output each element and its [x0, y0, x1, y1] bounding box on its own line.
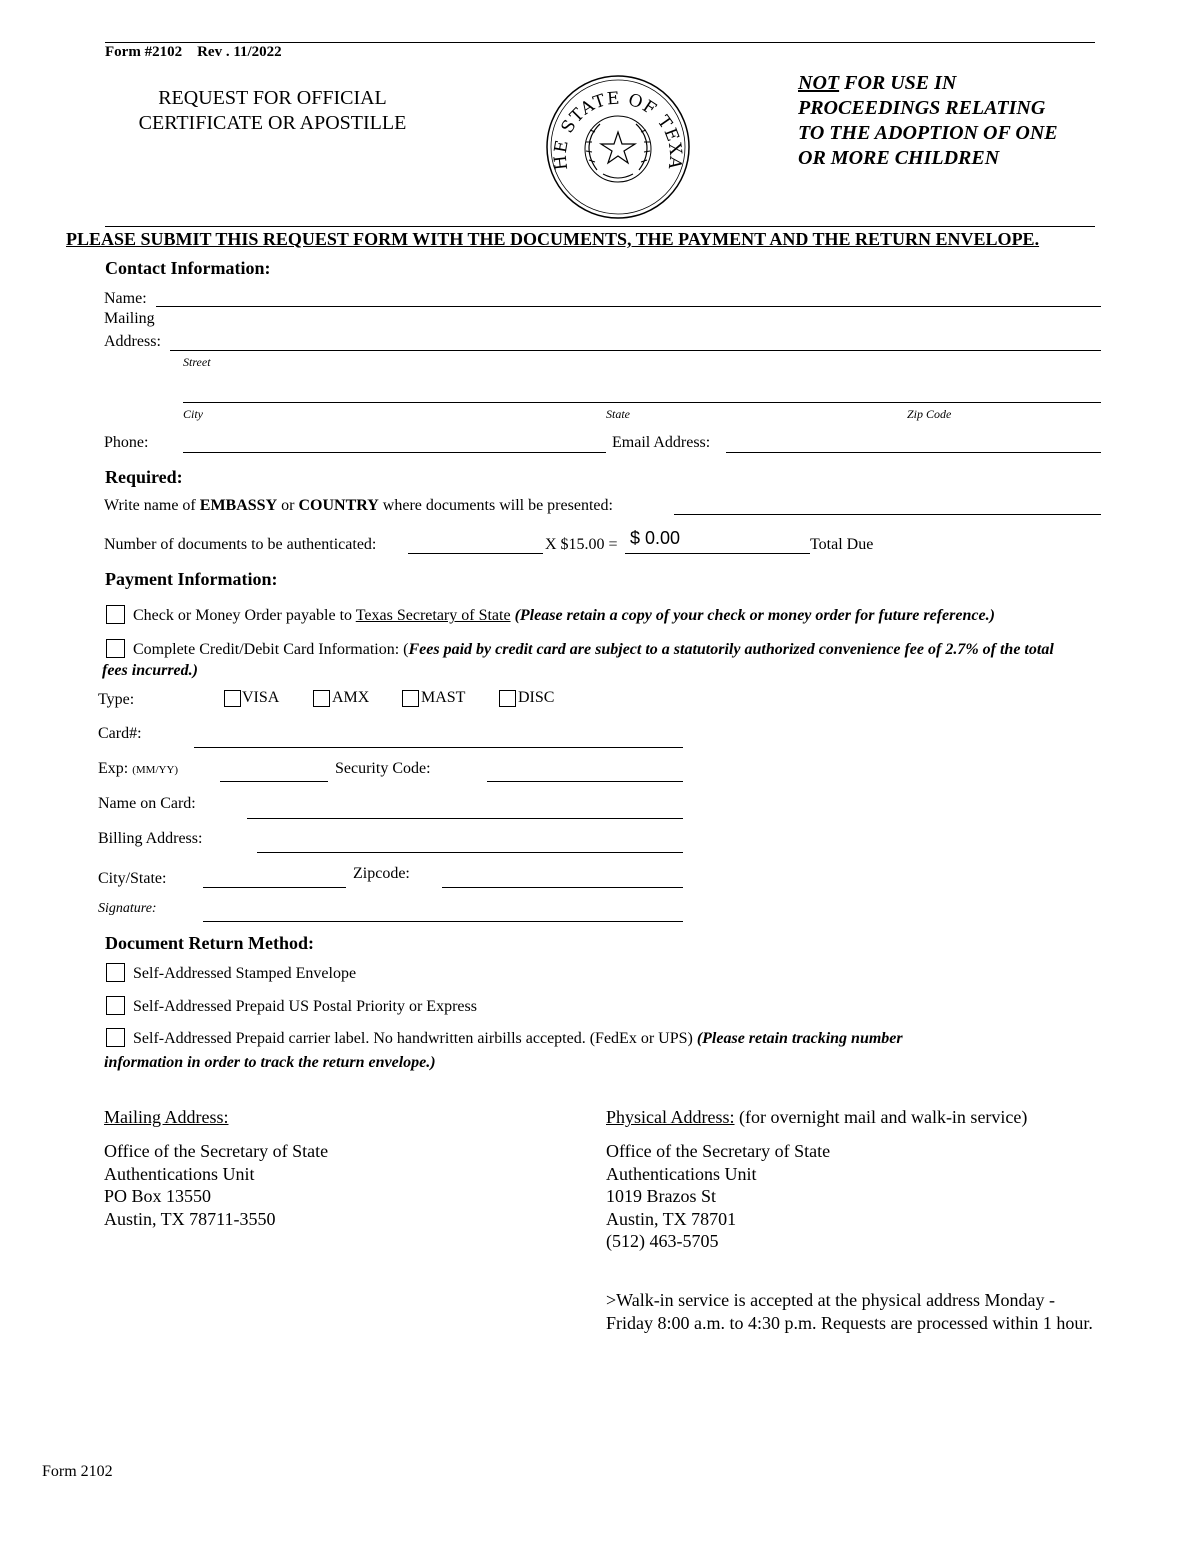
- form-revision: Rev . 11/2022: [197, 44, 282, 60]
- document-count-field[interactable]: [408, 553, 543, 554]
- street-field[interactable]: [170, 350, 1101, 351]
- mailing-address-heading: Mailing Address:: [104, 1107, 229, 1127]
- city-caption: City: [183, 407, 203, 421]
- document-count-label: Number of documents to be authenticated:: [104, 536, 377, 553]
- submission-instruction: PLEASE SUBMIT THIS REQUEST FORM WITH THE DOCUMENTS, THE PAYMENT AND THE RETURN ENVELOPE.: [66, 229, 1040, 249]
- payment-heading: Payment Information:: [105, 569, 278, 589]
- adoption-notice-line-2: PROCEEDINGS RELATING: [798, 97, 1046, 119]
- credit-card-label: Complete Credit/Debit Card Information: (Fees paid by credit card are subject to a statutorily authorized convenience fee of 2.7% of the total: [133, 641, 1054, 658]
- mailing-address-line: PO Box 13550: [104, 1186, 212, 1206]
- mailing-address-line: Authentications Unit: [104, 1163, 255, 1184]
- form-number: Form #2102: [105, 44, 183, 60]
- mailing-label-2: Address:: [104, 333, 161, 350]
- total-due-field[interactable]: [625, 553, 810, 554]
- city-state-zip-field[interactable]: [183, 402, 1101, 403]
- contact-heading: Contact Information:: [105, 258, 271, 278]
- security-code-label: Security Code:: [335, 760, 431, 777]
- embassy-label: Write name of EMBASSY or COUNTRY where documents will be presented:: [104, 497, 613, 514]
- physical-address-heading: Physical Address:: [606, 1107, 735, 1127]
- footer-form-number: Form 2102: [42, 1463, 113, 1480]
- state-caption: State: [606, 407, 630, 421]
- signature-label: Signature:: [98, 901, 157, 916]
- adoption-notice-line-4: OR MORE CHILDREN: [798, 147, 1000, 169]
- zipcode-label: Zipcode:: [353, 865, 410, 882]
- total-due-value: $ 0.00: [630, 528, 681, 548]
- tracking-note-2: information in order to track the return envelope.): [104, 1054, 436, 1071]
- adoption-notice-line-3: TO THE ADOPTION OF ONE: [798, 122, 1058, 144]
- city-state-label: City/State:: [98, 870, 167, 887]
- return-method-heading: Document Return Method:: [105, 933, 314, 953]
- header-bottom-rule: [105, 226, 1095, 227]
- header-top-rule: [105, 42, 1095, 43]
- physical-address-line: Austin, TX 78701: [606, 1208, 737, 1229]
- discover-checkbox[interactable]: [499, 690, 516, 707]
- mailing-address-block: [104, 1140, 328, 1230]
- email-field[interactable]: [726, 452, 1101, 453]
- stamped-envelope-label: Self-Addressed Stamped Envelope: [133, 965, 357, 982]
- billing-zipcode-field[interactable]: [442, 887, 683, 888]
- postal-priority-label: Self-Addressed Prepaid US Postal Priority or Express: [133, 998, 477, 1015]
- discover-label: DISC: [518, 689, 555, 706]
- expiration-format: (MM/YY): [132, 764, 179, 776]
- physical-address-line: Authentications Unit: [606, 1163, 757, 1184]
- visa-checkbox[interactable]: [224, 690, 241, 707]
- signature-field[interactable]: [203, 921, 683, 922]
- tracking-note: (Please retain tracking number: [696, 1030, 903, 1047]
- name-label: Name:: [104, 290, 147, 307]
- card-number-field[interactable]: [194, 747, 683, 748]
- check-money-order-label: Check or Money Order payable to Texas Secretary of State (Please retain a copy of your check or money order for future reference.): [133, 607, 995, 624]
- form-number-line: [105, 44, 282, 61]
- form-title-line-2: CERTIFICATE OR APOSTILLE: [138, 112, 407, 134]
- street-caption: Street: [183, 355, 211, 369]
- carrier-label-checkbox[interactable]: [106, 1028, 125, 1047]
- mailing-label-1: Mailing: [104, 310, 155, 327]
- physical-address-note: (for overnight mail and walk-in service): [734, 1107, 1028, 1127]
- physical-address-line: 1019 Brazos St: [606, 1186, 716, 1206]
- email-label: Email Address:: [612, 434, 711, 451]
- physical-address-line: (512) 463-5705: [606, 1231, 719, 1251]
- postal-priority-checkbox[interactable]: [106, 996, 125, 1015]
- physical-address-line: Office of the Secretary of State: [606, 1141, 831, 1161]
- mastercard-label: MAST: [421, 689, 466, 706]
- payee-name: Texas Secretary of State: [355, 607, 511, 624]
- walk-in-note: >Walk-in service is accepted at the physical address Monday - Friday 8:00 a.m. to 4:30 p.m. Requests are processed within 1 hour.: [606, 1290, 1093, 1333]
- check-note: (Please retain a copy of your check or money order for future reference.): [510, 607, 995, 624]
- check-money-order-checkbox[interactable]: [106, 605, 125, 624]
- phone-field[interactable]: [183, 452, 606, 453]
- embassy-country-field[interactable]: [674, 514, 1101, 515]
- state-seal-icon: [545, 74, 691, 220]
- security-code-field[interactable]: [487, 781, 683, 782]
- form-title-line-1: REQUEST FOR OFFICIAL: [158, 87, 387, 109]
- total-due-label: Total Due: [810, 536, 874, 553]
- billing-city-state-field[interactable]: [203, 887, 346, 888]
- carrier-label-label: Self-Addressed Prepaid carrier label. No handwritten airbills accepted. (FedEx or UPS) (Please retain tracking number: [133, 1030, 903, 1047]
- name-field[interactable]: [156, 306, 1101, 307]
- credit-card-checkbox[interactable]: [106, 639, 125, 658]
- mastercard-checkbox[interactable]: [402, 690, 419, 707]
- svg-text:THE STATE OF TEXAS: HE STATE OF TEXA: [550, 88, 686, 172]
- required-heading: Required:: [105, 467, 183, 487]
- visa-label: VISA: [242, 689, 280, 706]
- amex-checkbox[interactable]: [313, 690, 330, 707]
- billing-address-label: Billing Address:: [98, 830, 203, 847]
- name-on-card-label: Name on Card:: [98, 795, 196, 812]
- state-seal: [545, 74, 691, 225]
- stamped-envelope-checkbox[interactable]: [106, 963, 125, 982]
- zip-caption: Zip Code: [907, 407, 952, 421]
- physical-address-heading-line: [606, 1107, 1027, 1128]
- notice-not: NOT: [798, 72, 840, 94]
- convenience-fee-note: Fees paid by credit card are subject to a statutorily authorized convenience fee of 2.7% of the total: [408, 641, 1054, 658]
- mailing-address-line: Office of the Secretary of State: [104, 1141, 329, 1161]
- physical-address-block: [606, 1140, 830, 1253]
- embassy-word: EMBASSY: [199, 497, 278, 514]
- expiration-field[interactable]: [220, 781, 328, 782]
- adoption-notice: [798, 71, 1058, 171]
- amex-label: AMX: [332, 689, 370, 706]
- card-number-label: Card#:: [98, 725, 142, 742]
- country-word: COUNTRY: [298, 497, 379, 514]
- billing-address-field[interactable]: [257, 852, 683, 853]
- mailing-address-line: Austin, TX 78711-3550: [104, 1208, 276, 1229]
- form-title: [100, 86, 445, 136]
- card-type-label: Type:: [98, 691, 135, 708]
- name-on-card-field[interactable]: [247, 818, 683, 819]
- convenience-fee-note-2: fees incurred.): [102, 662, 198, 679]
- fee-multiplier: X $15.00 =: [545, 536, 618, 553]
- phone-label: Phone:: [104, 434, 149, 451]
- adoption-notice-line-1: NOT FOR USE IN: [798, 72, 957, 94]
- expiration-label: Exp: (MM/YY): [98, 760, 179, 777]
